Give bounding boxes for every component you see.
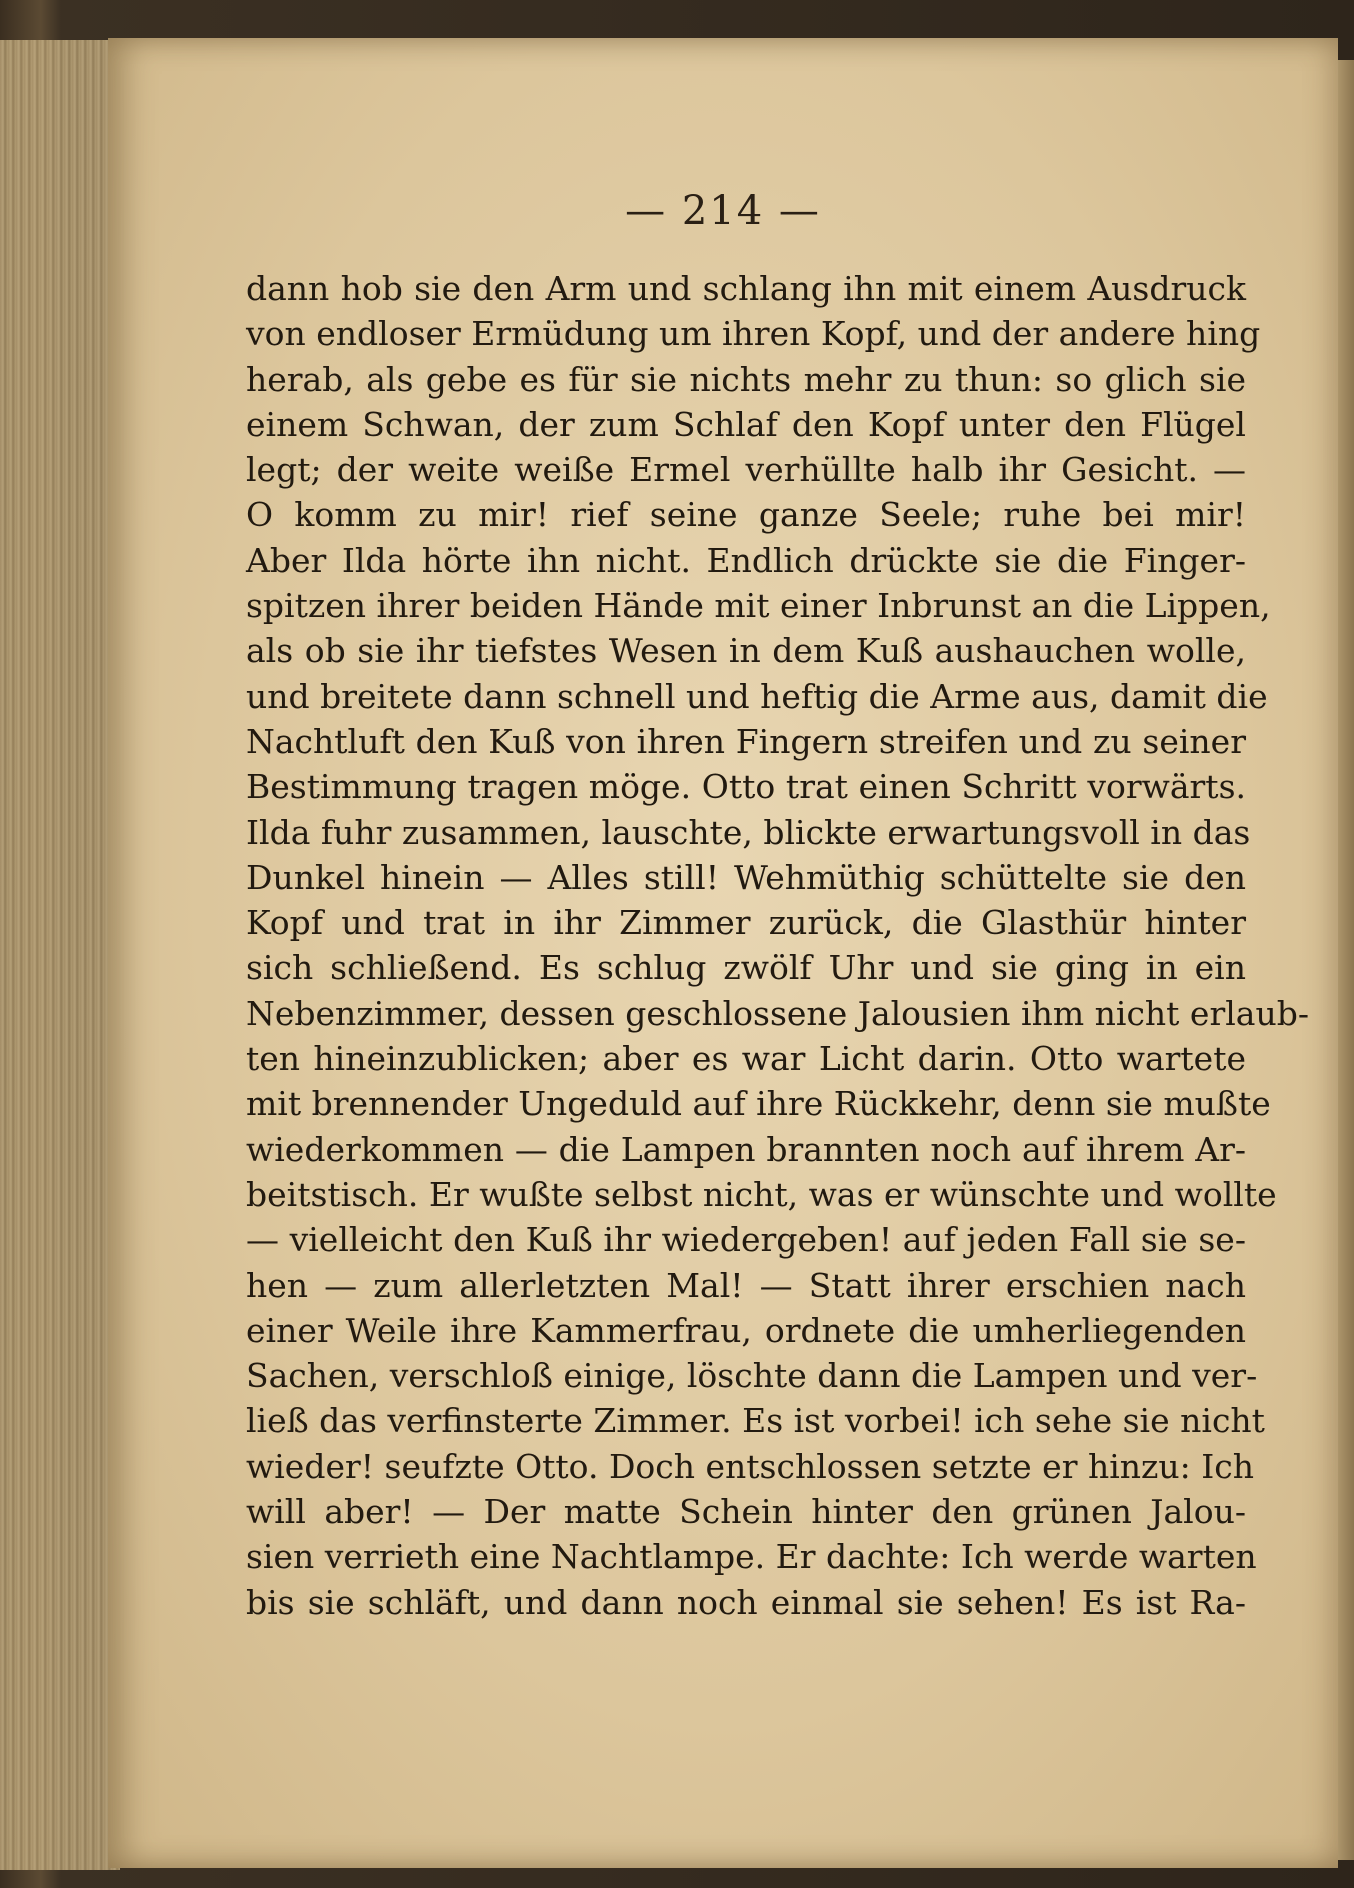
text-line: sien verrieth eine Nachtlampe. Er dachte: Ich werde warten xyxy=(246,1537,1257,1577)
page-text xyxy=(246,266,1309,1625)
text-line: beitstisch. Er wußte selbst nicht, was er wünschte und wollte xyxy=(246,1174,1277,1214)
text-line: Nachtluft den Kuß von ihren Fingern streifen und zu seiner xyxy=(246,721,1246,761)
text-line: bis sie schläft, und dann noch einmal sie sehen! Es ist Ra- xyxy=(246,1582,1246,1622)
text-line: und breitete dann schnell und heftig die Arme aus, damit die xyxy=(246,676,1268,716)
text-line: Dunkel hinein — Alles still! Wehmüthig schüttelte sie den xyxy=(246,857,1246,897)
text-line: wiederkommen — die Lampen brannten noch auf ihrem Ar- xyxy=(246,1129,1246,1169)
text-line: dann hob sie den Arm und schlang ihn mit einem Ausdruck xyxy=(246,269,1246,308)
text-line: einer Weile ihre Kammerfrau, ordnete die umherliegenden xyxy=(246,1310,1246,1350)
text-line: mit brennender Ungeduld auf ihre Rückkehr, denn sie mußte xyxy=(246,1084,1271,1124)
text-line: herab, als gebe es für sie nichts mehr zu thun: so glich sie xyxy=(246,359,1246,399)
text-line: Ilda fuhr zusammen, lauschte, blickte erwartungsvoll in das xyxy=(246,812,1251,852)
text-line: — vielleicht den Kuß ihr wiedergeben! auf jeden Fall sie se- xyxy=(246,1220,1246,1260)
text-line: Bestimmung tragen möge. Otto trat einen Schritt vorwärts. xyxy=(246,767,1246,807)
text-line: ließ das verfinsterte Zimmer. Es ist vorbei! ich sehe sie nicht xyxy=(246,1401,1265,1441)
text-line: legt; der weite weiße Ermel verhüllte halb ihr Gesicht. — xyxy=(246,450,1246,490)
text-line: als ob sie ihr tiefstes Wesen in dem Kuß aushauchen wolle, xyxy=(246,631,1246,671)
book-page xyxy=(108,38,1338,1868)
text-line: Sachen, verschloß einige, löschte dann die Lampen und ver- xyxy=(246,1356,1258,1396)
text-line: O komm zu mir! rief seine ganze Seele; ruhe bei mir! xyxy=(246,495,1246,535)
text-line: hen — zum allerletzten Mal! — Statt ihrer erschien nach xyxy=(246,1265,1246,1305)
text-line: von endloser Ermüdung um ihren Kopf, und der andere hing xyxy=(246,314,1261,354)
page-number: — 214 — xyxy=(625,188,821,234)
text-line: will aber! — Der matte Schein hinter den grünen Jalou- xyxy=(246,1492,1246,1532)
text-line: wieder! seufzte Otto. Doch entschlossen setzte er hinzu: Ich xyxy=(246,1446,1255,1486)
text-line: Kopf und trat in ihr Zimmer zurück, die Glasthür hinter xyxy=(246,903,1246,943)
text-line: einem Schwan, der zum Schlaf den Kopf unter den Flügel xyxy=(246,404,1246,444)
text-line: Nebenzimmer, dessen geschlossene Jalousien ihm nicht erlaub- xyxy=(246,993,1309,1033)
text-line: Aber Ilda hörte ihn nicht. Endlich drückte sie die Finger- xyxy=(246,540,1246,580)
text-line: spitzen ihrer beiden Hände mit einer Inbrunst an die Lippen, xyxy=(246,586,1271,626)
text-line: ten hineinzublicken; aber es war Licht darin. Otto wartete xyxy=(246,1039,1246,1079)
text-line: sich schließend. Es schlug zwölf Uhr und sie ging in ein xyxy=(246,948,1246,988)
book-page-edges xyxy=(0,40,120,1870)
